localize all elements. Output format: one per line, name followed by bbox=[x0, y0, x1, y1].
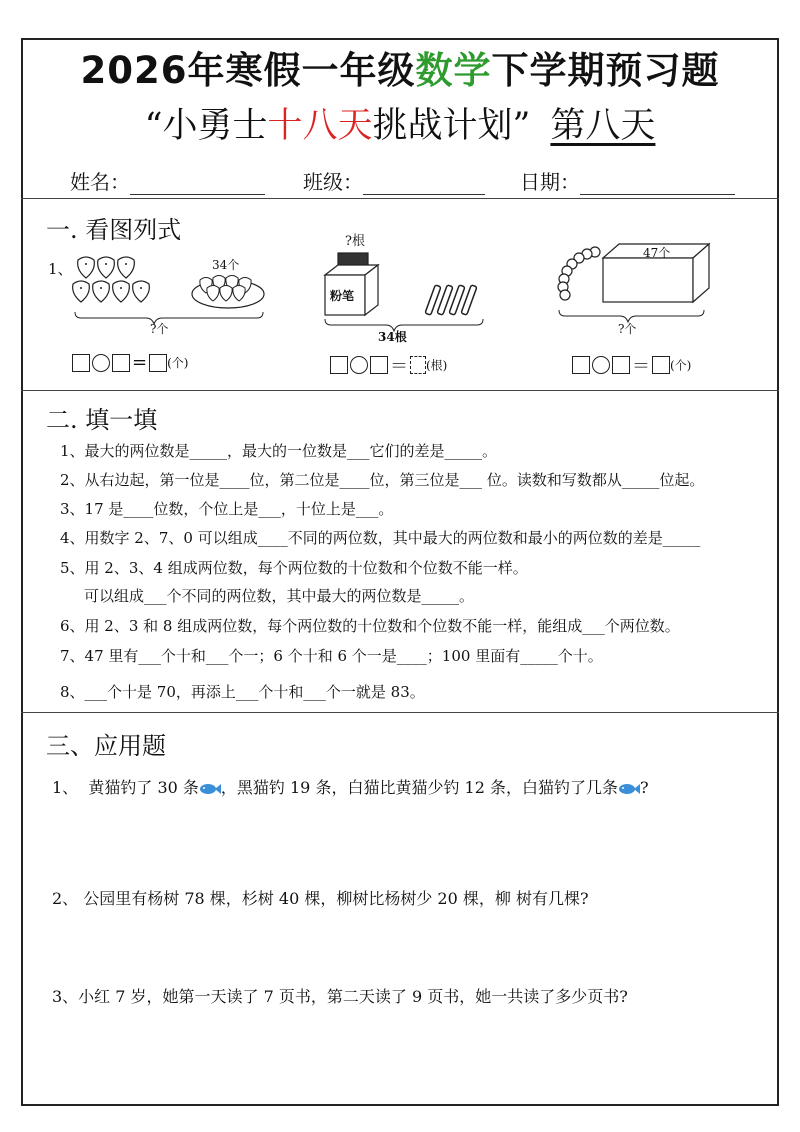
strawberry-picture bbox=[70, 250, 270, 340]
day-label: 第八天 bbox=[550, 106, 656, 146]
subtitle-highlight: 十八天 bbox=[267, 106, 373, 146]
word-problem-2[interactable]: 2、 公园里有杨树 78 棵，杉树 40 棵，柳树比杨树少 20 棵，柳 树有几棵? bbox=[52, 889, 589, 908]
picture3-bottom-label: ?个 bbox=[618, 322, 637, 336]
fill-item[interactable]: 6、用 2、3 和 8 组成两位数，每个两位数的十位数和个位数不能一样，能组成___个两位数。 bbox=[60, 617, 680, 635]
word-problem-3[interactable]: 3、小红 7 岁，她第一天读了 7 页书，第二天读了 9 页书，她一共读了多少页书? bbox=[52, 987, 628, 1006]
word-problem-1[interactable]: 1、 黄猫钓了 30 条 ，黑猫钓 19 条，白猫比黄猫少钓 12 条，白猫钓了几条 ? bbox=[52, 778, 649, 797]
section-heading: 三、应用题 bbox=[46, 732, 166, 760]
fish-icon bbox=[618, 782, 640, 796]
title-highlight-math: 数学 bbox=[415, 49, 492, 92]
picture3-top-label: 47个 bbox=[643, 246, 671, 260]
chalk-box-label: 粉笔 bbox=[330, 289, 355, 303]
picture1-top-label: 34个 bbox=[212, 258, 240, 272]
date-field[interactable]: 日期： bbox=[520, 166, 735, 195]
divider bbox=[21, 712, 779, 713]
equation-3[interactable]: ＝ (个) bbox=[572, 352, 691, 378]
fill-item[interactable]: 3、17 是____位数，个位上是___，十位上是___。 bbox=[60, 500, 394, 518]
picture2-bottom-label: 34根 bbox=[378, 330, 407, 344]
section-heading: 一. 看图列式 bbox=[46, 216, 182, 244]
section-heading: 二. 填一填 bbox=[46, 406, 158, 434]
fill-item[interactable]: 1、最大的两位数是_____，最大的一位数是___它们的差是_____。 bbox=[60, 442, 498, 460]
fish-icon bbox=[199, 782, 221, 796]
fill-item[interactable]: 7、47 里有___个十和___个一；6 个十和 6 个一是____；100 里面有_____个十。 bbox=[60, 647, 603, 665]
fill-item[interactable]: 可以组成___个不同的两位数，其中最大的两位数是_____。 bbox=[84, 587, 475, 605]
divider bbox=[21, 198, 779, 199]
divider bbox=[21, 390, 779, 391]
fill-item[interactable]: 5、用 2、3、4 组成两位数，每个两位数的十位数和个位数不能一样。 bbox=[60, 559, 528, 577]
picture1-bottom-label: ?个 bbox=[150, 322, 169, 336]
question-number: 1、 bbox=[48, 260, 73, 278]
equation-1[interactable]: = (个) bbox=[72, 352, 188, 373]
fill-item[interactable]: 2、从右边起，第一位是____位，第二位是____位，第三位是___ 位。读数和写数都从_____位起。 bbox=[60, 471, 705, 489]
bead-box-picture bbox=[555, 240, 725, 320]
fill-item[interactable]: 8、___个十是 70，再添上___个十和___个一就是 83。 bbox=[60, 683, 425, 701]
class-field[interactable]: 班级： bbox=[303, 166, 485, 195]
worksheet-title: 2026年寒假一年级数学下学期预习题 bbox=[80, 49, 720, 92]
name-field[interactable]: 姓名： bbox=[70, 166, 265, 195]
fill-item[interactable]: 4、用数字 2、7、0 可以组成____不同的两位数，其中最大的两位数和最小的两位数的差是_____ bbox=[60, 529, 701, 547]
equation-2[interactable]: ＝ (根) bbox=[330, 352, 447, 378]
worksheet-subtitle: “小勇士十八天挑战计划” 第八天 bbox=[144, 106, 656, 146]
picture2-top-label: ?根 bbox=[345, 234, 365, 249]
